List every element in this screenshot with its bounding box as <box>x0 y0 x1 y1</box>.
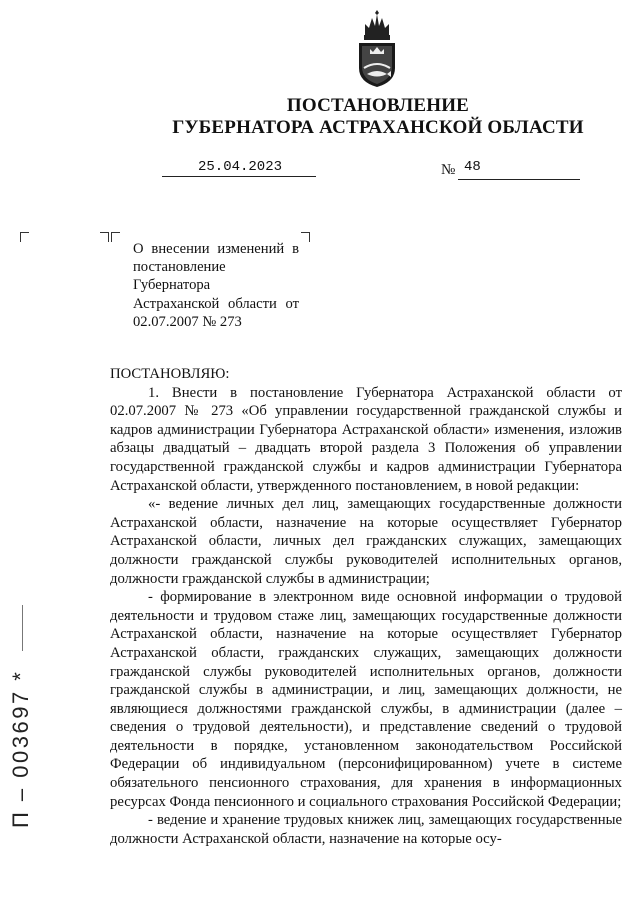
body-paragraph: 1. Внести в постановление Губернатора Астраханской области от 02.07.2007 № 273 «Об управлении государственной гражданской службы и кадров администрации Губернатора Астраханской области» изменения, изложив абзацы двадцатый – двадцать второй раздела 3 Положения об управлении государственной гражданской службы и кадров администрации Губернатора Астраханской области, утвержденного постановлением, в новой редакции: <box>110 384 622 494</box>
form-serial-number <box>8 669 48 828</box>
decree-word: ПОСТАНОВЛЯЮ: <box>110 366 230 382</box>
body-paragraph: - формирование в электронном виде основной информации о трудовой деятельности и трудовом стаже лиц, замещающих государственные должности Астраханской области, назначение на которые осуществляет Губернатор Астраханской области, гражданских служащих, замещающих должности гражданской службы руководителей исполнительных органов, должности гражданской службы в администрации, и лиц, замещающих должности, не являющиеся должностями гражданской службы, в администрации (далее – сведения о трудовой деятельности), и представление сведений о трудовой деятельности в порядке, установленном законодательством Российской Федерации об индивидуальном (персонифицированном) учете в системе обязательного пенсионного страхования, для хранения в информационных ресурсах Фонда пенсионного и социального страхования Российской Федерации; <box>110 589 622 810</box>
corner-mark-mid-right <box>100 232 109 242</box>
document-body <box>110 365 622 848</box>
document-subject: О внесении изменений в постановление Губернатора Астраханской области от 02.07.2007 № 273 <box>133 241 299 330</box>
document-number: 48 <box>464 159 481 175</box>
corner-mark-right <box>301 232 310 242</box>
form-serial-text: П – 003697 * <box>8 669 33 828</box>
date-underline <box>162 176 316 177</box>
coat-of-arms-icon <box>352 10 402 88</box>
corner-mark-mid-left <box>111 232 120 242</box>
number-underline <box>458 179 580 180</box>
number-sign: № <box>441 162 456 178</box>
margin-line <box>22 605 23 651</box>
corner-mark-left <box>20 232 29 242</box>
document-title-line2: ГУБЕРНАТОРА АСТРАХАНСКОЙ ОБЛАСТИ <box>172 117 584 138</box>
body-paragraph: - ведение и хранение трудовых книжек лиц, замещающих государственные должности Астраханской области, назначение на которые осу- <box>110 812 622 847</box>
document-title-line1: ПОСТАНОВЛЕНИЕ <box>286 95 470 116</box>
body-paragraph: «- ведение личных дел лиц, замещающих государственные должности Астраханской области, назначение на которые осуществляет Губернатор Астраханской области, личных дел гражданских служащих, замещающих должности гражданской службы руководителей исполнительных органов, должности гражданской службы в администрации; <box>110 496 622 587</box>
document-date: 25.04.2023 <box>198 159 283 175</box>
